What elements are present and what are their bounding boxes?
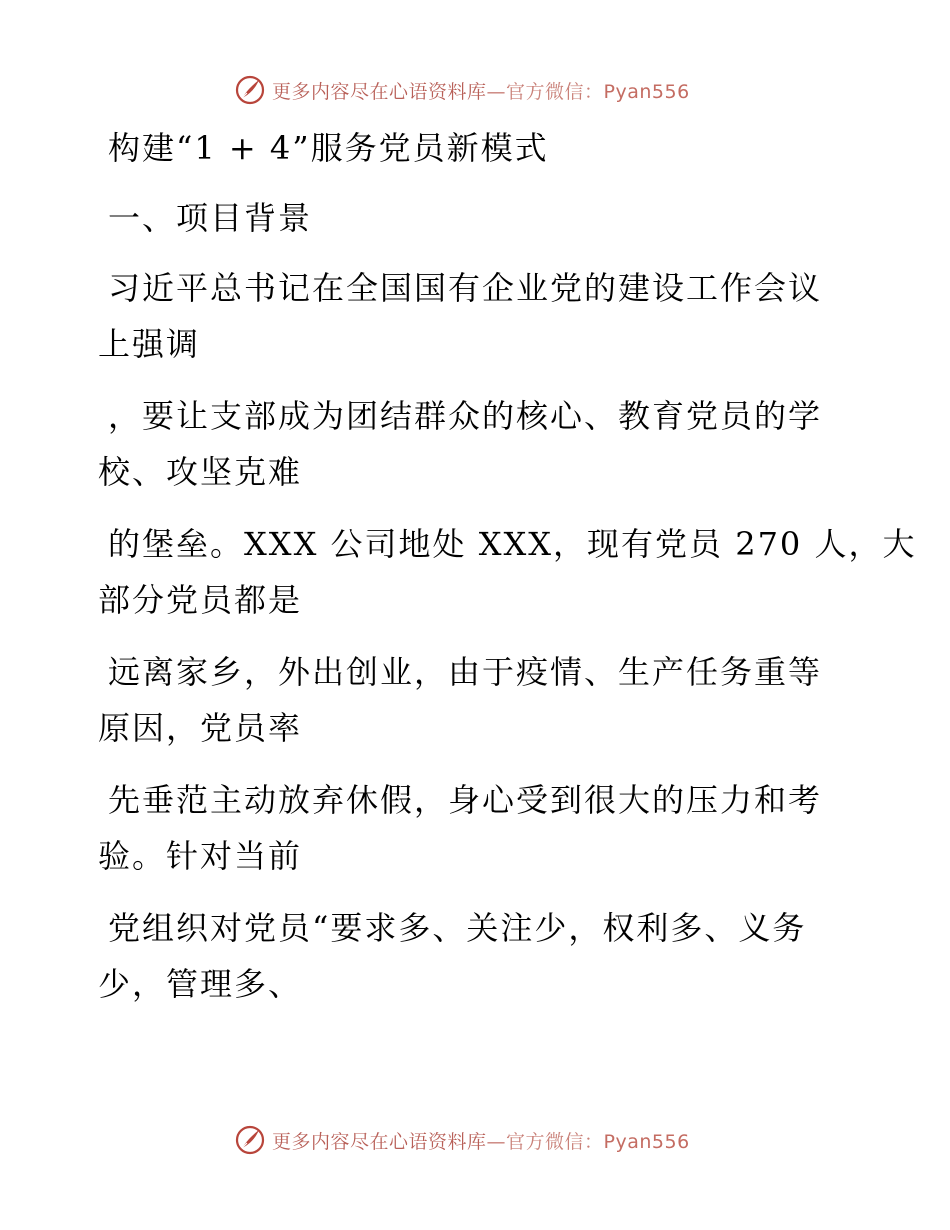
section-heading: 一、项目背景 (108, 199, 313, 237)
watermark-main: 更多内容尽在心语资料库 (272, 1130, 487, 1153)
watermark-text (272, 77, 690, 104)
paragraph (98, 388, 838, 500)
watermark-id: Pyan556 (603, 1130, 690, 1153)
quill-logo-icon (234, 1124, 266, 1156)
paragraph-line: ，要让支部成为团结群众的核心、教育党员的学 (108, 397, 823, 435)
paragraph-line: 先垂范主动放弃休假，身心受到很大的压力和考 (108, 781, 823, 819)
paragraph-line: 远离家乡，外出创业，由于疫情、生产任务重等 (108, 653, 823, 691)
footer-watermark (234, 1122, 690, 1158)
header-watermark (234, 72, 690, 108)
paragraph-line: 上强调 (98, 325, 201, 363)
paragraph-line: 党组织对党员“要求多、关注少，权利多、义务 (108, 909, 807, 947)
paragraph-line: 习近平总书记在全国国有企业党的建设工作会议 (108, 269, 823, 307)
paragraph (98, 644, 838, 756)
watermark-text (272, 1127, 690, 1154)
paragraph-line: 少，管理多、 (98, 965, 303, 1003)
paragraph (98, 516, 917, 628)
watermark-separator: —官方微信： (486, 1130, 604, 1153)
document-title: 构建“1 + 4”服务党员新模式 (108, 129, 549, 167)
paragraph-line: 校、攻坚克难 (98, 453, 303, 491)
paragraph-line: 的堡垒。XXX 公司地处 XXX，现有党员 270 人，大 (108, 525, 917, 563)
paragraph-line: 原因，党员率 (98, 709, 303, 747)
paragraph (98, 772, 838, 884)
watermark-separator: —官方微信： (486, 80, 604, 103)
paragraph-line: 验。针对当前 (98, 837, 303, 875)
watermark-id: Pyan556 (603, 80, 690, 103)
paragraph (98, 260, 838, 372)
document-body (98, 120, 917, 1012)
paragraph-line: 部分党员都是 (98, 581, 303, 619)
watermark-main: 更多内容尽在心语资料库 (272, 80, 487, 103)
quill-logo-icon (234, 74, 266, 106)
paragraph (98, 900, 838, 1012)
